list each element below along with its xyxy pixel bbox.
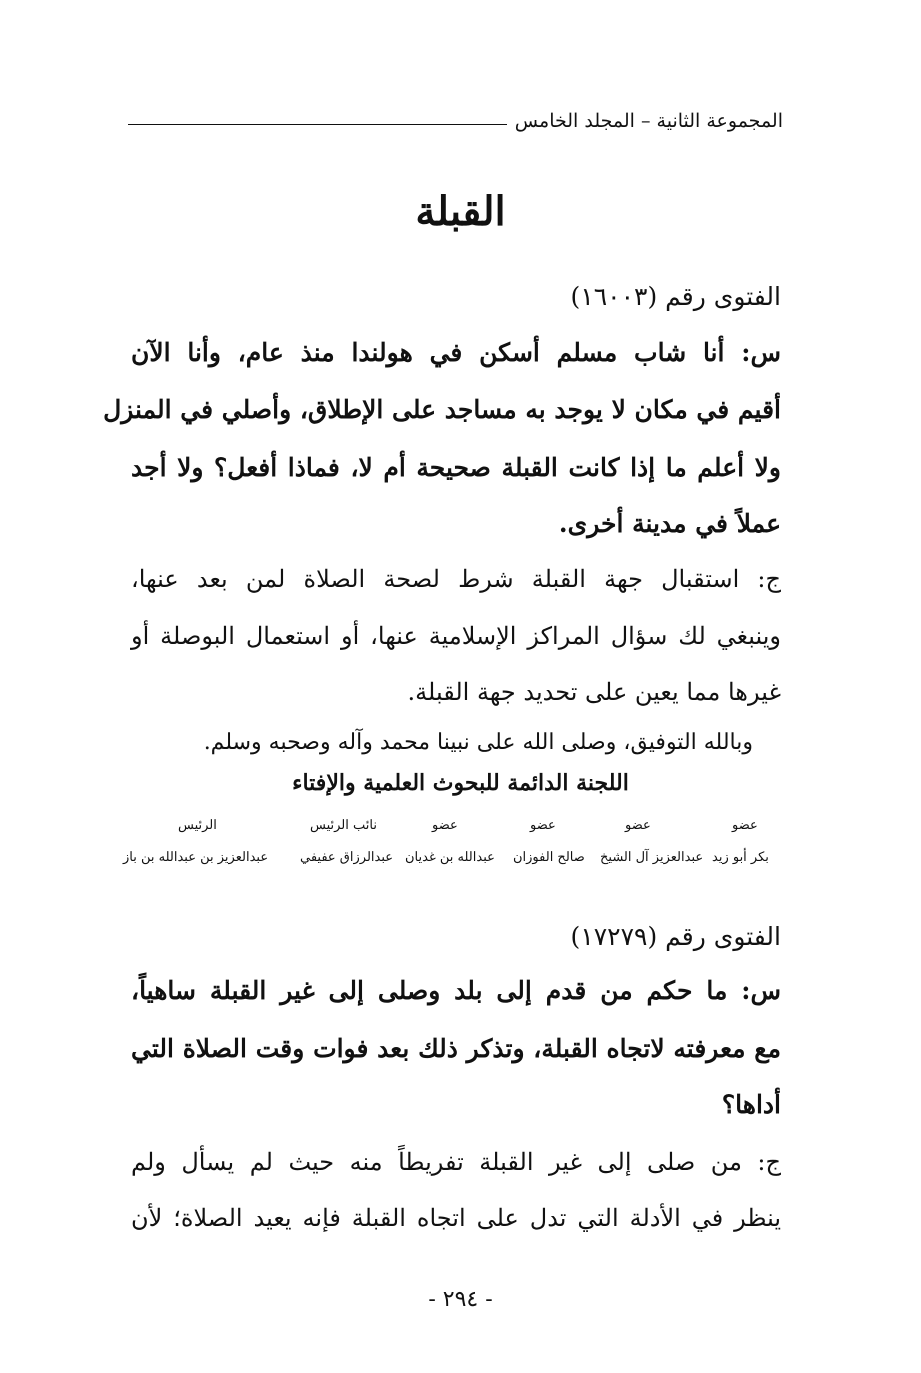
header-text: المجموعة الثانية – المجلد الخامس xyxy=(507,110,783,132)
answer-line: ج: من صلى إلى غير القبلة تفريطاً منه حيث لم يسأل ولم xyxy=(131,1148,781,1176)
signatory-name: عبدالله بن غديان xyxy=(405,850,495,865)
signatory-role: عضو xyxy=(625,818,651,833)
question-line: أقيم في مكان لا يوجد به مساجد على الإطلاق، وأصلي في المنزل xyxy=(103,395,781,424)
answer-line: غيرها مما يعين على تحديد جهة القبلة. xyxy=(407,678,781,706)
closing-line: وبالله التوفيق، وصلى الله على نبينا محمد وآله وصحبه وسلم. xyxy=(203,730,753,755)
fatwa-label: الفتوى رقم (١٦٠٠٣) xyxy=(570,282,781,311)
answer-line: ينظر في الأدلة التي تدل على اتجاه القبلة فإنه يعيد الصلاة؛ لأن xyxy=(131,1204,782,1232)
signatory-role: الرئيس xyxy=(178,818,217,833)
signatory-role: عضو xyxy=(732,818,758,833)
chapter-title: القبلة xyxy=(415,188,506,235)
question-line: س: أنا شاب مسلم أسكن في هولندا منذ عام، وأنا الآن xyxy=(131,338,781,367)
question-line: مع معرفته لاتجاه القبلة، وتذكر ذلك بعد فوات وقت الصلاة التي xyxy=(131,1034,781,1063)
committee-name: اللجنة الدائمة للبحوث العلمية والإفتاء xyxy=(292,770,629,796)
signatory-name: عبدالعزيز آل الشيخ xyxy=(600,850,704,865)
signatory-role: عضو xyxy=(432,818,458,833)
question-line: ولا أعلم ما إذا كانت القبلة صحيحة أم لا، فماذا أفعل؟ ولا أجد xyxy=(131,453,781,482)
signatory-role: نائب الرئيس xyxy=(310,818,377,833)
signatory-name: بكر أبو زيد xyxy=(712,850,769,865)
signatory-role: عضو xyxy=(530,818,556,833)
signatory-name: عبدالعزيز بن عبدالله بن باز xyxy=(123,850,269,865)
question-line: عملاً في مدينة أخرى. xyxy=(558,509,781,538)
running-header xyxy=(128,106,783,146)
fatwa-label: الفتوى رقم (١٧٢٧٩) xyxy=(570,922,781,951)
question-line: أداها؟ xyxy=(721,1090,781,1119)
signatory-name: عبدالرزاق عفيفي xyxy=(300,850,394,865)
signatory-name: صالح الفوزان xyxy=(513,850,585,865)
answer-line: وينبغي لك سؤال المراكز الإسلامية عنها، أو استعمال البوصلة أو xyxy=(131,622,781,650)
page-number: - ٢٩٤ - xyxy=(428,1287,493,1312)
answer-line: ج: استقبال جهة القبلة شرط لصحة الصلاة لمن بعد عنها، xyxy=(131,565,782,593)
question-line: س: ما حكم من قدم إلى بلد وصلى إلى غير القبلة ساهياً، xyxy=(131,976,781,1005)
